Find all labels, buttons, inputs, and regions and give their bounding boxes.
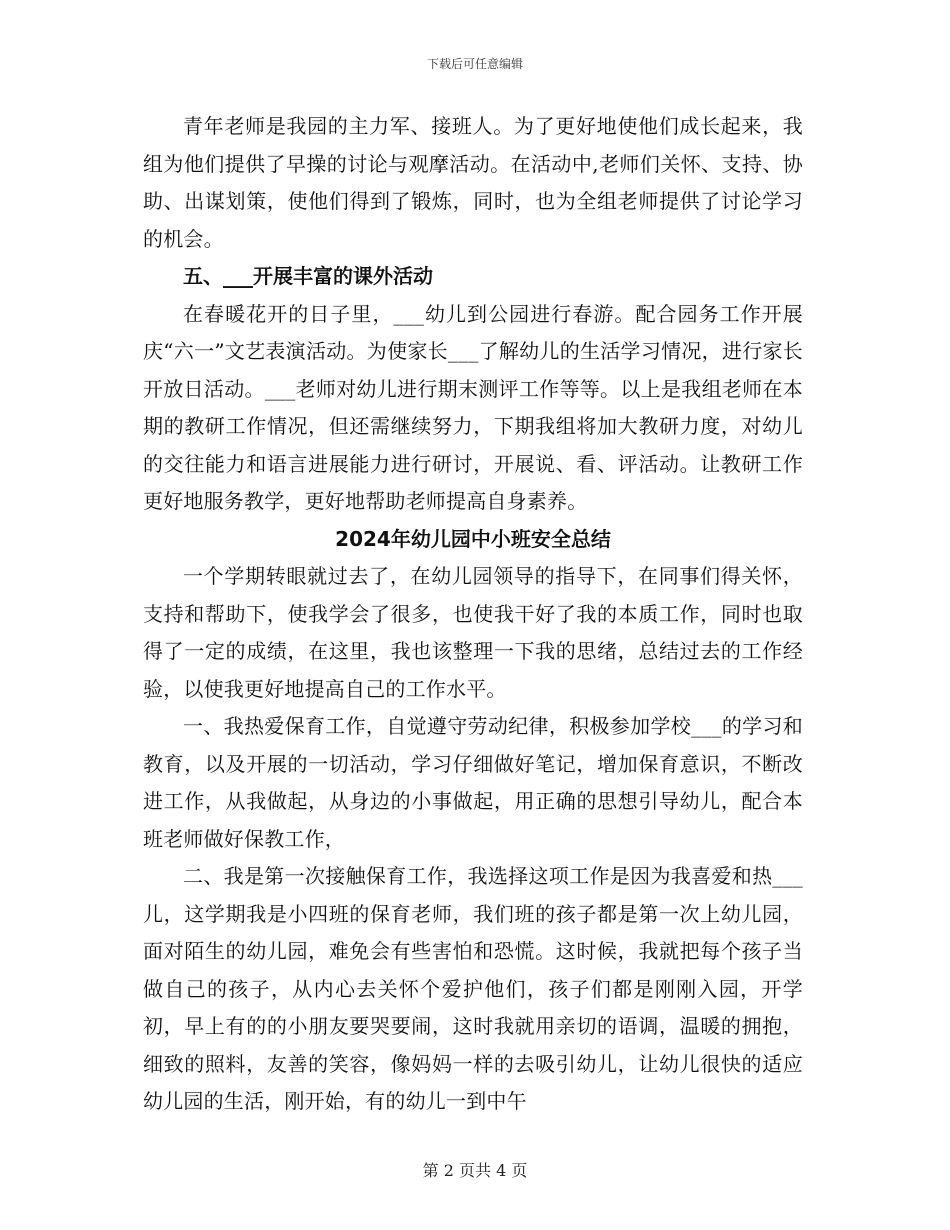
header-note: 下载后可任意编辑 [426, 57, 523, 71]
document-body [143, 108, 803, 1121]
paragraph-young-teachers: 青年老师是我园的主力军、接班人。为了更好地使他们成长起来，我组为他们提供了早操的讨论与观摩活动。在活动中,老师们关怀、支持、协助、出谋划策，使他们得到了锻炼，同时，也为全组老师提供了讨论学习的机会。 [143, 114, 803, 251]
paragraph-point-one: 一、我热爱保育工作，自觉遵守劳动纪律，积极参加学校___的学习和教育，以及开展的一切活动，学习仔细做好笔记，增加保育意识，不断改进工作，从我做起，从身边的小事做起，用正确的思想引导幼儿，配合本班老师做好保教工作， [143, 714, 803, 851]
section-heading-five: 五、___开展丰富的课外活动 [183, 264, 433, 288]
paragraph-point-two: 二、我是第一次接触保育工作，我选择这项工作是因为我喜爱和热___儿，这学期我是小四班的保育老师，我们班的孩子都是第一次上幼儿园，面对陌生的幼儿园，难免会有些害怕和恐慌。这时候，我就把每个孩子当做自己的孩子，从内心去关怀个爱护他们，孩子们都是刚刚入园，开学初，早上有的的小朋友要哭要闹，这时我就用亲切的语调，温暖的拥抱，细致的照料，友善的笑容，像妈妈一样的去吸引幼儿，让幼儿很快的适应幼儿园的生活，刚开始，有的幼儿一到中午 [143, 864, 803, 1113]
paragraph-intro: 一个学期转眼就过去了，在幼儿园领导的指导下，在同事们得关怀，支持和帮助下，使我学会了很多，也使我干好了我的本质工作，同时也取得了一定的成绩，在这里，我也该整理一下我的思绪，总结过去的工作经验，以使我更好地提高自己的工作水平。 [143, 564, 803, 701]
document-title: 2024年幼儿园中小班安全总结 [335, 526, 611, 551]
paragraph-extracurricular: 在春暖花开的日子里，___幼儿到公园进行春游。配合园务工作开展庆“六一”文艺表演活动。为使家长___了解幼儿的生活学习情况，进行家长开放日活动。___老师对幼儿进行期末测评工作等等。以上是我组老师在本期的教研工作情况，但还需继续努力，下期我组将加大教研力度，对幼儿的交往能力和语言进展能力进行研讨，开展说、看、评活动。让教研工作更好地服务教学，更好地帮助老师提高自身素养。 [143, 301, 803, 513]
page-number: 第 2 页共 4 页 [422, 1161, 528, 1180]
